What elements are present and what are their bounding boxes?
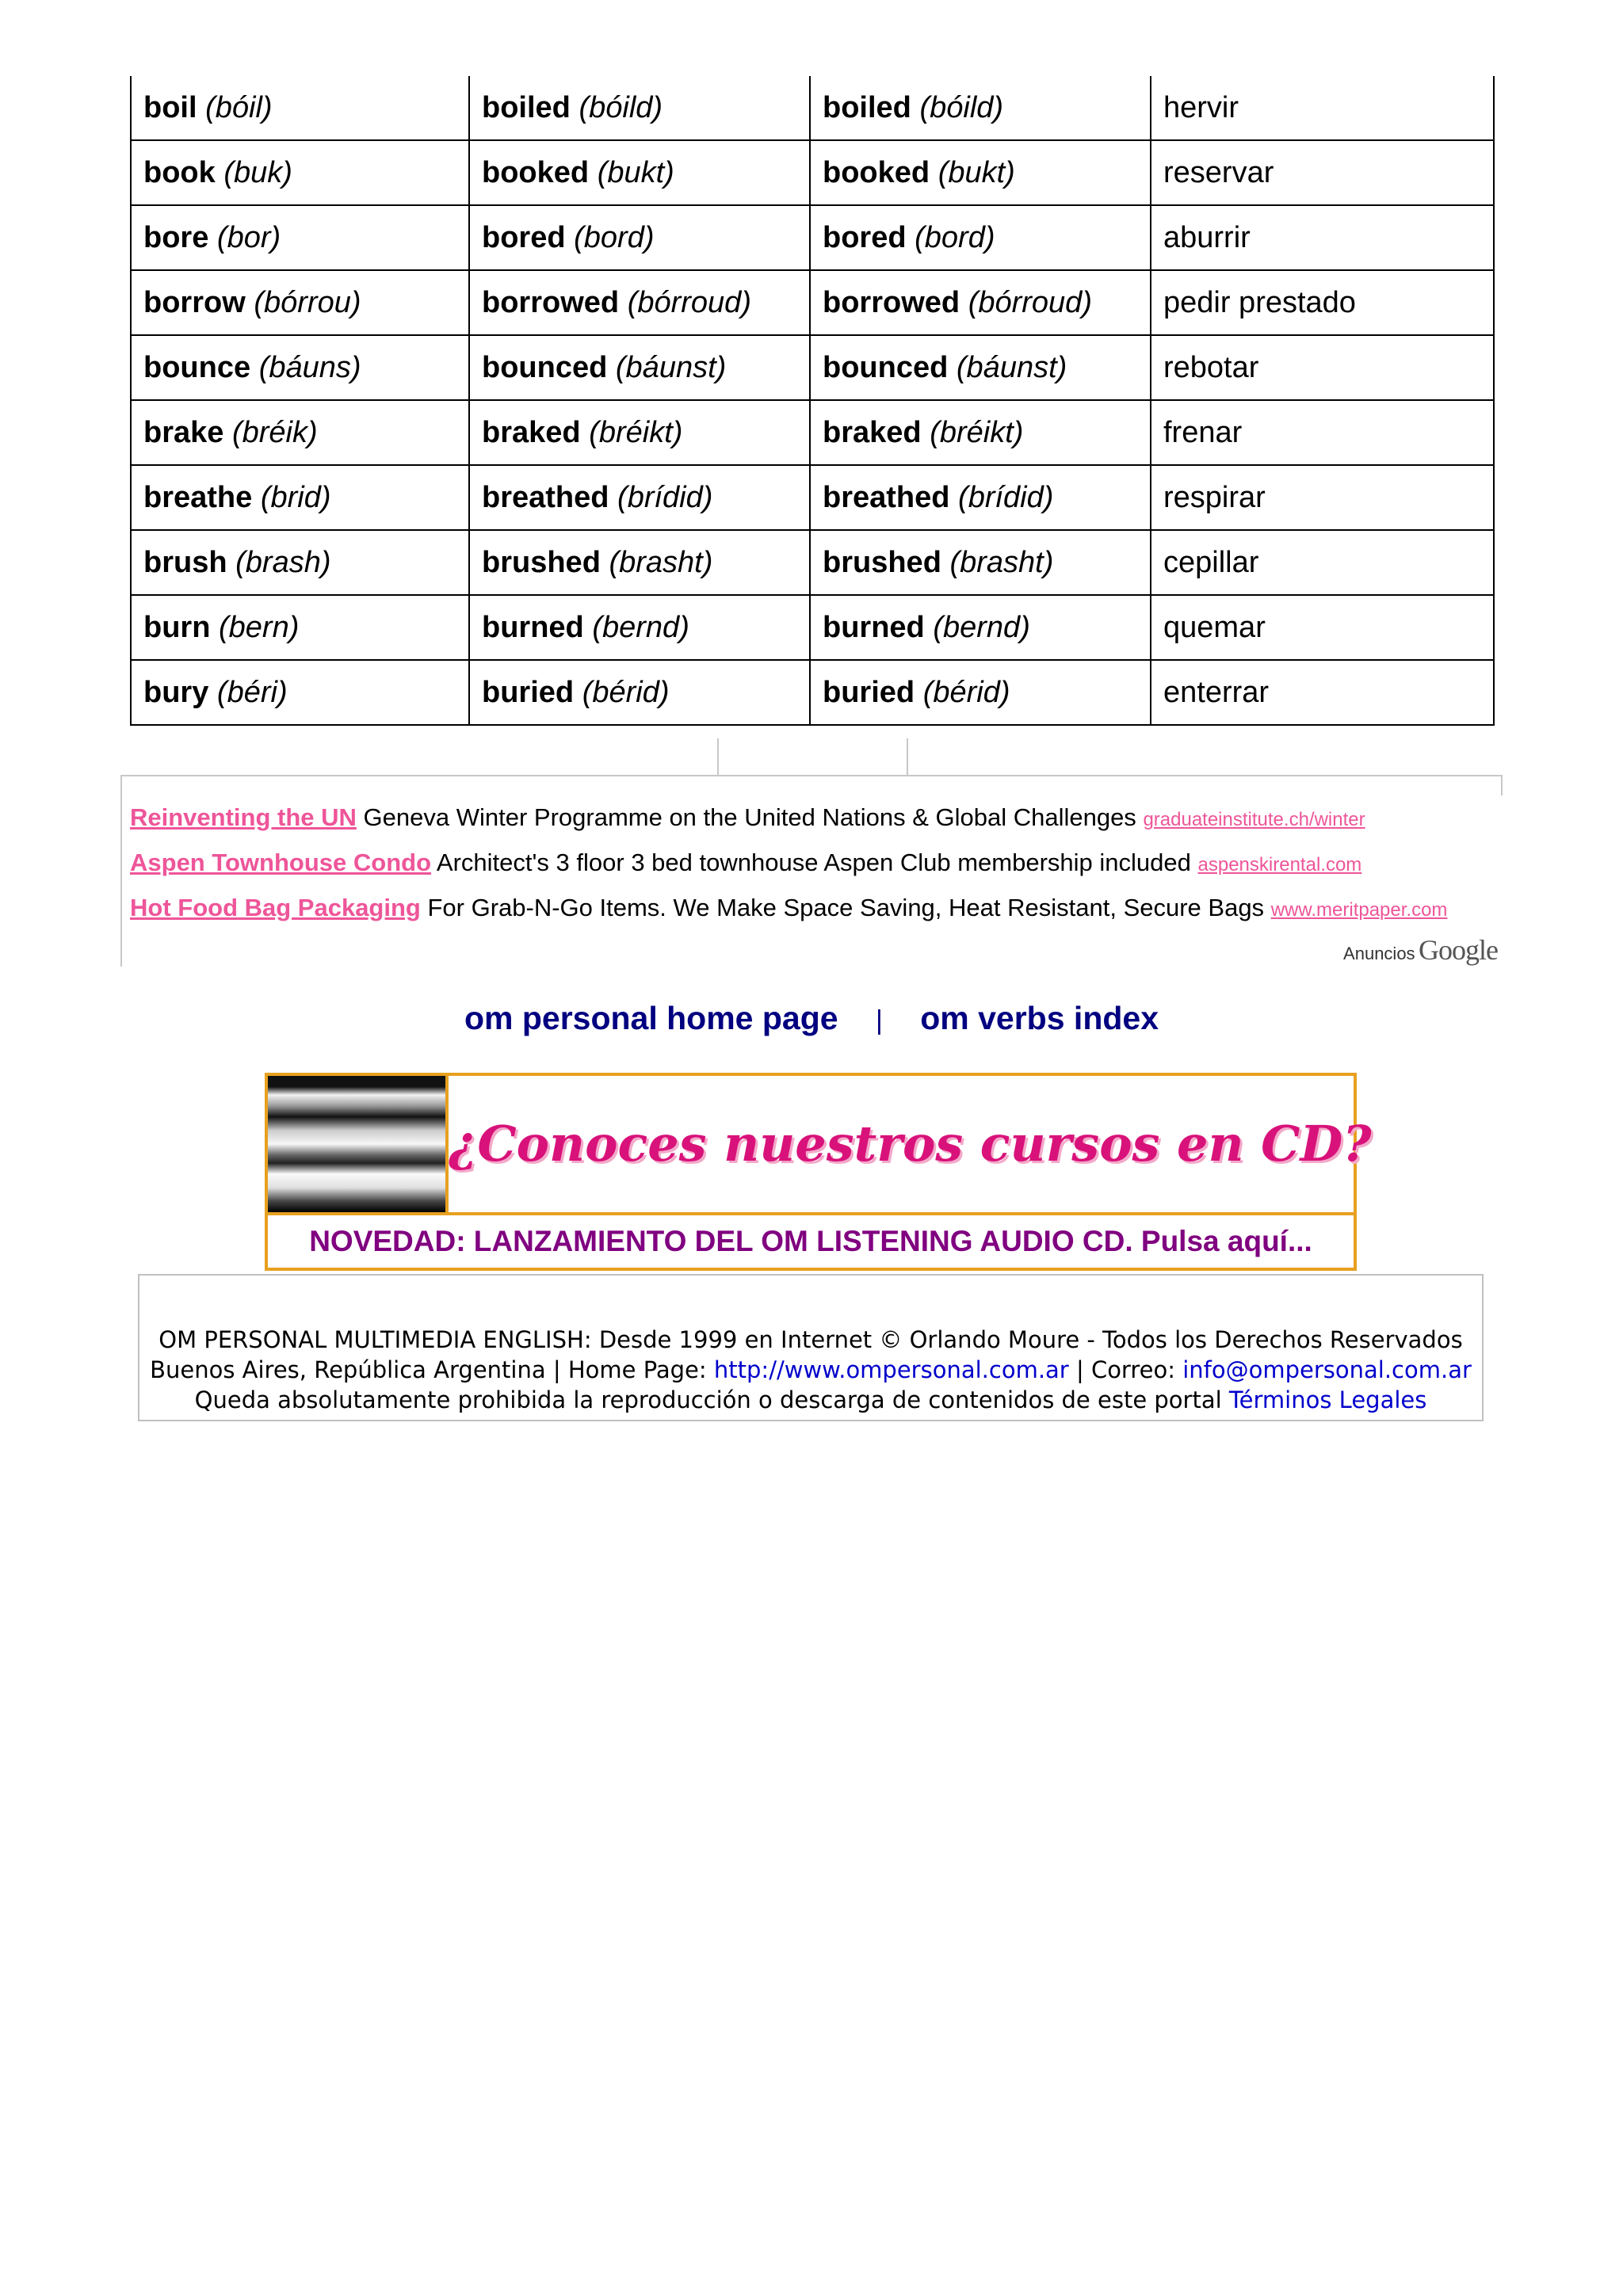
cd-stack-image bbox=[268, 1076, 445, 1212]
base-form-cell bbox=[131, 660, 469, 725]
participle-cell bbox=[810, 530, 1151, 595]
spanish-translation-cell: cepillar bbox=[1151, 530, 1494, 595]
pronunciation: (bérid) bbox=[922, 675, 1010, 709]
footer-legal-link[interactable]: Términos Legales bbox=[1228, 1386, 1427, 1413]
home-page-link[interactable]: om personal home page bbox=[464, 1000, 838, 1036]
pronunciation: (bréik) bbox=[231, 415, 318, 449]
verb-word: borrowed bbox=[823, 285, 960, 319]
pronunciation: (bórroud) bbox=[968, 285, 1092, 319]
participle-cell bbox=[810, 400, 1151, 465]
participle-cell bbox=[810, 465, 1151, 530]
verb-word: buried bbox=[823, 675, 915, 709]
past-form-cell bbox=[469, 465, 810, 530]
pronunciation: (bord) bbox=[574, 220, 655, 254]
ad-frame-divider bbox=[907, 738, 908, 775]
spanish-translation-cell: quemar bbox=[1151, 595, 1494, 660]
pronunciation: (báunst) bbox=[615, 350, 727, 384]
pronunciation: (bóild) bbox=[579, 90, 663, 124]
footer-home-link[interactable]: http://www.ompersonal.com.ar bbox=[713, 1356, 1069, 1383]
verb-word: borrowed bbox=[482, 285, 620, 319]
base-form-cell bbox=[131, 140, 469, 205]
base-form-cell bbox=[131, 270, 469, 335]
ad-text: For Grab-N-Go Items. We Make Space Saving, Heat Resistant, Secure Bags bbox=[427, 894, 1265, 921]
verb-table-body bbox=[131, 76, 1494, 725]
ad-item bbox=[130, 894, 1447, 922]
verb-word: breathe bbox=[143, 480, 253, 514]
past-form-cell bbox=[469, 76, 810, 140]
verb-word: burned bbox=[482, 610, 584, 644]
footer-location: Buenos Aires, República Argentina | Home Page: bbox=[150, 1356, 714, 1383]
pronunciation: (bóil) bbox=[205, 90, 273, 124]
verb-word: brushed bbox=[482, 545, 601, 579]
site-footer bbox=[138, 1274, 1484, 1421]
table-row bbox=[131, 335, 1494, 400]
ad-url-link[interactable]: graduateinstitute.ch/winter bbox=[1143, 809, 1365, 830]
pronunciation: (bern) bbox=[219, 610, 300, 644]
ads-frame-top bbox=[120, 775, 1503, 776]
verb-word: bored bbox=[482, 220, 566, 254]
ad-title-link[interactable]: Aspen Townhouse Condo bbox=[130, 849, 432, 876]
verb-word: bounced bbox=[482, 350, 608, 384]
verb-word: boiled bbox=[482, 90, 571, 124]
pronunciation: (brasht) bbox=[949, 545, 1054, 579]
pronunciation: (bórroud) bbox=[627, 285, 751, 319]
pronunciation: (bukt) bbox=[597, 155, 674, 189]
spanish-translation-cell: frenar bbox=[1151, 400, 1494, 465]
participle-cell bbox=[810, 76, 1151, 140]
ad-item bbox=[130, 803, 1365, 832]
spanish-translation-cell: rebotar bbox=[1151, 335, 1494, 400]
base-form-cell bbox=[131, 595, 469, 660]
table-row bbox=[131, 205, 1494, 270]
cd-courses-banner[interactable] bbox=[265, 1073, 1372, 1271]
verb-word: bury bbox=[143, 675, 209, 709]
footer-separator-text: | Correo: bbox=[1068, 1356, 1183, 1383]
verb-word: burned bbox=[823, 610, 925, 644]
verb-word: boil bbox=[143, 90, 197, 124]
pronunciation: (brid) bbox=[260, 480, 331, 514]
google-logo-icon: Google bbox=[1419, 934, 1498, 966]
pronunciation: (báunst) bbox=[956, 350, 1067, 384]
participle-cell bbox=[810, 595, 1151, 660]
verb-word: buried bbox=[482, 675, 575, 709]
footer-copyright: OM PERSONAL MULTIMEDIA ENGLISH: Desde 1999 en Internet © Orlando Moure - Todos los Derechos Reservados bbox=[158, 1326, 1463, 1353]
table-row bbox=[131, 140, 1494, 205]
verb-word: bored bbox=[823, 220, 907, 254]
base-form-cell bbox=[131, 335, 469, 400]
pronunciation: (béri) bbox=[216, 675, 288, 709]
pronunciation: (bernd) bbox=[933, 610, 1030, 644]
pronunciation: (bórrou) bbox=[254, 285, 361, 319]
table-row bbox=[131, 465, 1494, 530]
spanish-translation-cell: reservar bbox=[1151, 140, 1494, 205]
verb-word: borrow bbox=[143, 285, 246, 319]
table-row bbox=[131, 400, 1494, 465]
verb-word: boiled bbox=[823, 90, 911, 124]
banner-headline[interactable]: ¿Conoces nuestros cursos en CD? bbox=[449, 1115, 1372, 1173]
verb-word: book bbox=[143, 155, 216, 189]
past-form-cell bbox=[469, 530, 810, 595]
verb-word: brushed bbox=[823, 545, 941, 579]
participle-cell bbox=[810, 140, 1151, 205]
base-form-cell bbox=[131, 465, 469, 530]
base-form-cell bbox=[131, 76, 469, 140]
spanish-translation-cell: pedir prestado bbox=[1151, 270, 1494, 335]
table-row bbox=[131, 270, 1494, 335]
pronunciation: (bréikt) bbox=[930, 415, 1024, 449]
verb-word: burn bbox=[143, 610, 211, 644]
pronunciation: (brídid) bbox=[617, 480, 713, 514]
ad-title-link[interactable]: Reinventing the UN bbox=[130, 803, 357, 831]
past-form-cell bbox=[469, 660, 810, 725]
verb-word: booked bbox=[823, 155, 930, 189]
ad-text: Geneva Winter Programme on the United Nations & Global Challenges bbox=[363, 803, 1136, 831]
past-form-cell bbox=[469, 400, 810, 465]
footer-legal-line bbox=[139, 1385, 1482, 1415]
ads-frame-left bbox=[120, 775, 122, 967]
pronunciation: (bérid) bbox=[582, 675, 670, 709]
verbs-index-link[interactable]: om verbs index bbox=[920, 1000, 1159, 1036]
verb-word: breathed bbox=[482, 480, 609, 514]
participle-cell bbox=[810, 270, 1151, 335]
verb-word: braked bbox=[823, 415, 922, 449]
past-form-cell bbox=[469, 205, 810, 270]
pronunciation: (brash) bbox=[235, 545, 331, 579]
table-row bbox=[131, 530, 1494, 595]
verb-word: brush bbox=[143, 545, 227, 579]
banner-news-link[interactable]: NOVEDAD: LANZAMIENTO DEL OM LISTENING AUDIO CD. Pulsa aquí... bbox=[309, 1225, 1312, 1257]
participle-cell bbox=[810, 335, 1151, 400]
ad-title-link[interactable]: Hot Food Bag Packaging bbox=[130, 894, 421, 921]
verb-word: bounced bbox=[823, 350, 949, 384]
ad-text: Architect's 3 floor 3 bed townhouse Aspen Club membership included bbox=[436, 849, 1191, 876]
google-ads-box bbox=[120, 775, 1503, 967]
verb-word: booked bbox=[482, 155, 590, 189]
pronunciation: (bréikt) bbox=[589, 415, 683, 449]
pronunciation: (báuns) bbox=[258, 350, 361, 384]
base-form-cell bbox=[131, 530, 469, 595]
ads-frame-right bbox=[1501, 775, 1503, 795]
verb-table bbox=[130, 76, 1495, 726]
spanish-translation-cell: aburrir bbox=[1151, 205, 1494, 270]
verb-word: bore bbox=[143, 220, 209, 254]
pronunciation: (buk) bbox=[223, 155, 292, 189]
base-form-cell bbox=[131, 400, 469, 465]
ads-attribution[interactable] bbox=[1343, 933, 1498, 967]
verb-word: brake bbox=[143, 415, 224, 449]
table-row bbox=[131, 660, 1494, 725]
footer-contact-line bbox=[139, 1355, 1482, 1385]
verb-word: breathed bbox=[823, 480, 950, 514]
past-form-cell bbox=[469, 335, 810, 400]
ads-attribution-label: Anuncios bbox=[1343, 944, 1415, 963]
pronunciation: (bóild) bbox=[919, 90, 1004, 124]
verb-word: bounce bbox=[143, 350, 251, 384]
pronunciation: (bukt) bbox=[938, 155, 1015, 189]
ad-url-link[interactable]: www.meritpaper.com bbox=[1270, 899, 1448, 921]
table-row bbox=[131, 595, 1494, 660]
pronunciation: (brídid) bbox=[958, 480, 1054, 514]
participle-cell bbox=[810, 660, 1151, 725]
past-form-cell bbox=[469, 595, 810, 660]
pronunciation: (bor) bbox=[216, 220, 281, 254]
spanish-translation-cell: enterrar bbox=[1151, 660, 1494, 725]
participle-cell bbox=[810, 205, 1151, 270]
verb-word: braked bbox=[482, 415, 581, 449]
pronunciation: (bernd) bbox=[592, 610, 689, 644]
bottom-nav bbox=[0, 1000, 1623, 1037]
ad-url-link[interactable]: aspenskirental.com bbox=[1197, 854, 1362, 875]
spanish-translation-cell: hervir bbox=[1151, 76, 1494, 140]
table-row bbox=[131, 76, 1494, 140]
ad-frame-divider bbox=[717, 738, 719, 775]
past-form-cell bbox=[469, 140, 810, 205]
footer-notice: Queda absolutamente prohibida la reproducción o descarga de contenidos de este portal bbox=[194, 1386, 1229, 1413]
past-form-cell bbox=[469, 270, 810, 335]
pronunciation: (bord) bbox=[915, 220, 995, 254]
pronunciation: (brasht) bbox=[609, 545, 713, 579]
footer-email-link[interactable]: info@ompersonal.com.ar bbox=[1182, 1356, 1472, 1383]
nav-separator: | bbox=[875, 1005, 883, 1035]
spanish-translation-cell: respirar bbox=[1151, 465, 1494, 530]
base-form-cell bbox=[131, 205, 469, 270]
ad-item bbox=[130, 849, 1361, 877]
